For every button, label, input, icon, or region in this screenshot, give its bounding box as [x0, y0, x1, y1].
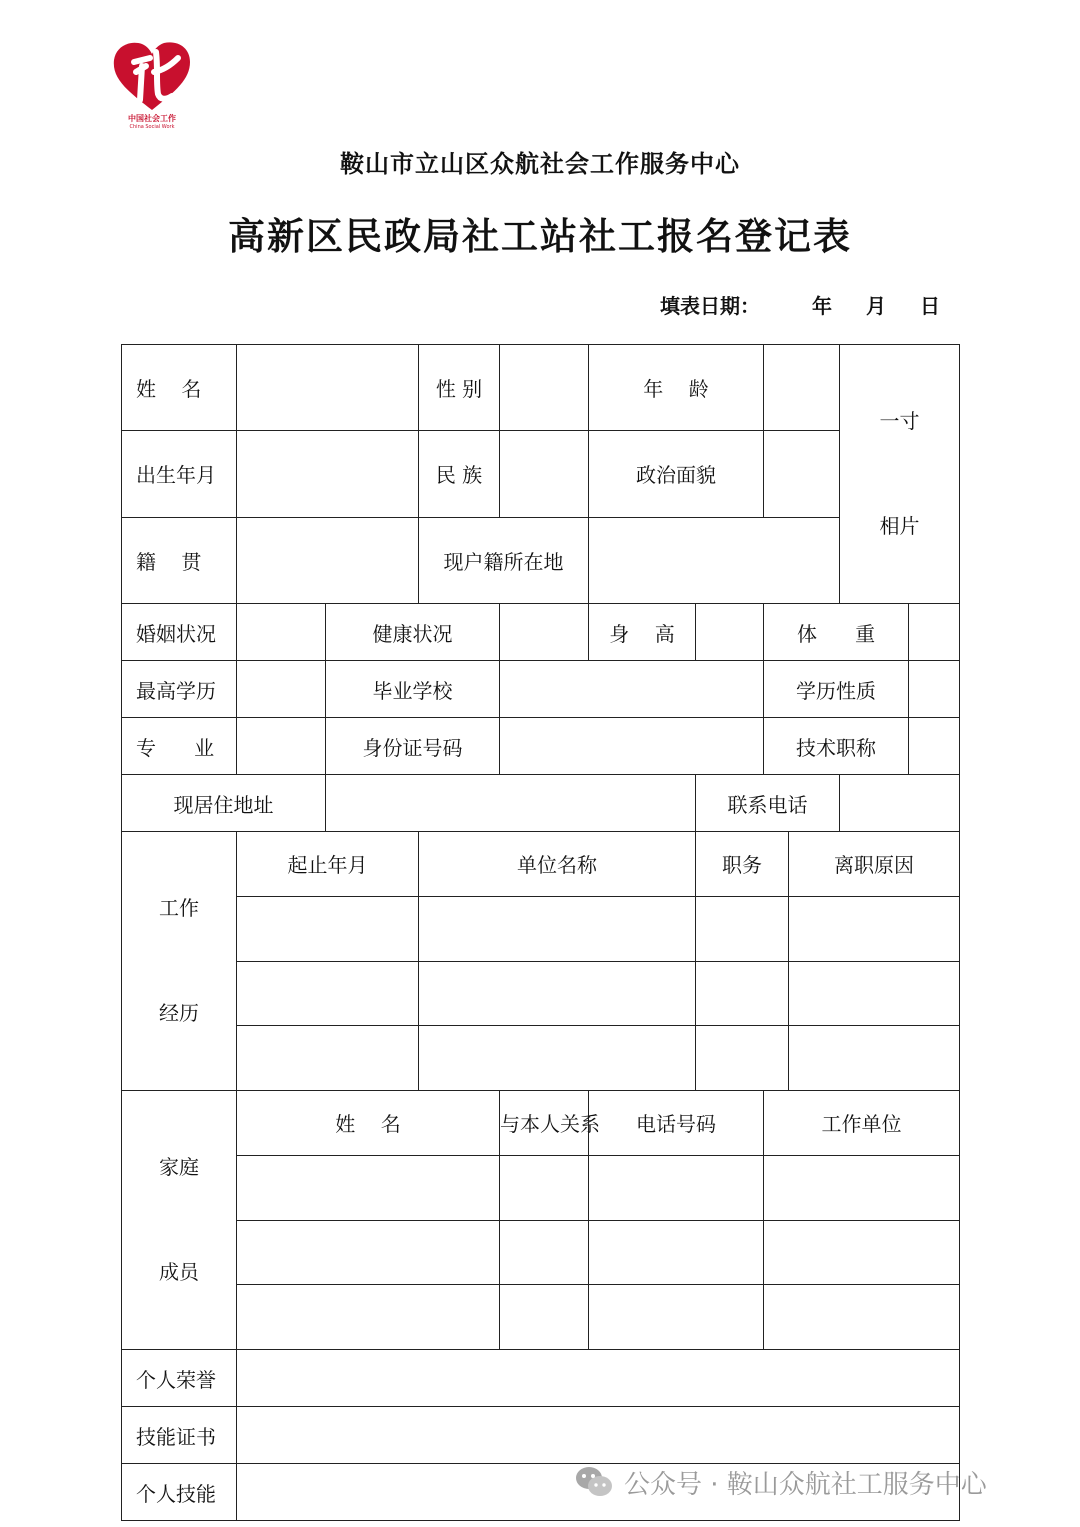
label-certificate: 技能证书 — [122, 1407, 237, 1464]
input-health[interactable] — [500, 604, 589, 661]
input-height[interactable] — [696, 604, 764, 661]
row-basic-4 — [122, 604, 960, 661]
family-cell-relation[interactable] — [500, 1220, 589, 1285]
work-section-label — [122, 832, 237, 1091]
input-education[interactable] — [237, 661, 326, 718]
work-cell-position[interactable] — [696, 1026, 789, 1091]
family-cell-relation[interactable] — [500, 1155, 589, 1220]
family-section-label — [122, 1091, 237, 1350]
work-cell-position[interactable] — [696, 961, 789, 1026]
work-label-line1: 工作 — [159, 896, 199, 920]
label-skills: 个人技能 — [122, 1464, 237, 1521]
row-basic-1 — [122, 345, 960, 431]
family-cell-work[interactable] — [764, 1285, 960, 1350]
input-honor[interactable] — [237, 1350, 960, 1407]
label-education: 最高学历 — [122, 661, 237, 718]
table-row — [122, 961, 960, 1026]
heart-logo-icon — [106, 38, 198, 114]
row-basic-2 — [122, 431, 960, 517]
input-gender[interactable] — [500, 345, 589, 431]
label-edu-type: 学历性质 — [764, 661, 909, 718]
input-age[interactable] — [764, 345, 840, 431]
form-title: 高新区民政局社工站社工报名登记表 — [228, 214, 852, 258]
label-native: 籍 贯 — [122, 517, 237, 603]
input-weight[interactable] — [909, 604, 960, 661]
label-ethnic: 民 族 — [419, 431, 500, 517]
label-age: 年 龄 — [589, 345, 764, 431]
work-col-reason: 离职原因 — [789, 832, 960, 897]
label-school: 毕业学校 — [326, 661, 500, 718]
family-cell-phone[interactable] — [589, 1155, 764, 1220]
row-certificate — [122, 1407, 960, 1464]
table-row — [122, 1285, 960, 1350]
work-cell-position[interactable] — [696, 896, 789, 961]
family-cell-work[interactable] — [764, 1220, 960, 1285]
work-col-unit: 单位名称 — [419, 832, 696, 897]
logo-brand-en: China Social Work — [129, 124, 175, 130]
family-cell-name[interactable] — [237, 1155, 500, 1220]
input-birth[interactable] — [237, 431, 419, 517]
label-address: 现居住地址 — [122, 775, 326, 832]
work-cell-period[interactable] — [237, 961, 419, 1026]
input-school[interactable] — [500, 661, 764, 718]
row-basic-7 — [122, 775, 960, 832]
input-phone[interactable] — [840, 775, 960, 832]
photo-label-line2: 相片 — [879, 514, 920, 538]
work-col-position: 职务 — [696, 832, 789, 897]
label-political: 政治面貌 — [589, 431, 764, 517]
input-marital[interactable] — [237, 604, 326, 661]
input-native[interactable] — [237, 517, 419, 603]
work-label-line2: 经历 — [159, 1001, 199, 1025]
table-row — [122, 1155, 960, 1220]
organization-name: 鞍山市立山区众航社会工作服务中心 — [340, 149, 740, 178]
input-edu-type[interactable] — [909, 661, 960, 718]
work-cell-unit[interactable] — [419, 961, 696, 1026]
date-month: 月 — [866, 294, 886, 318]
label-height: 身 高 — [589, 604, 696, 661]
label-honor: 个人荣誉 — [122, 1350, 237, 1407]
photo-box[interactable] — [840, 345, 960, 604]
date-day: 日 — [920, 294, 940, 318]
input-id-number[interactable] — [500, 718, 764, 775]
china-social-work-logo — [106, 38, 198, 134]
row-basic-3 — [122, 517, 960, 603]
family-col-relation: 与本人关系 — [500, 1091, 589, 1156]
input-address[interactable] — [326, 775, 696, 832]
label-marital: 婚姻状况 — [122, 604, 237, 661]
work-cell-unit[interactable] — [419, 896, 696, 961]
table-row — [122, 1026, 960, 1091]
family-cell-name[interactable] — [237, 1285, 500, 1350]
watermark — [574, 1462, 987, 1502]
input-name[interactable] — [237, 345, 419, 431]
family-cell-phone[interactable] — [589, 1220, 764, 1285]
photo-label-line1: 一寸 — [879, 409, 920, 433]
label-name: 姓 名 — [122, 345, 237, 431]
input-certificate[interactable] — [237, 1407, 960, 1464]
label-title: 技术职称 — [764, 718, 909, 775]
input-major[interactable] — [237, 718, 326, 775]
label-id-number: 身份证号码 — [326, 718, 500, 775]
work-cell-reason[interactable] — [789, 896, 960, 961]
row-honor — [122, 1350, 960, 1407]
input-hukou[interactable] — [589, 517, 840, 603]
family-label-line2: 成员 — [159, 1260, 199, 1284]
watermark-text: 公众号 · 鞍山众航社工服务中心 — [624, 1469, 987, 1500]
date-year: 年 — [812, 294, 832, 318]
input-title[interactable] — [909, 718, 960, 775]
wechat-icon — [574, 1465, 614, 1499]
row-work-header — [122, 832, 960, 897]
work-cell-period[interactable] — [237, 896, 419, 961]
work-cell-reason[interactable] — [789, 1026, 960, 1091]
work-cell-unit[interactable] — [419, 1026, 696, 1091]
family-cell-phone[interactable] — [589, 1285, 764, 1350]
row-basic-5 — [122, 661, 960, 718]
work-cell-period[interactable] — [237, 1026, 419, 1091]
label-birth: 出生年月 — [122, 431, 237, 517]
label-health: 健康状况 — [326, 604, 500, 661]
logo-brand-cn: 中国社会工作 — [128, 114, 176, 123]
label-hukou: 现户籍所在地 — [419, 517, 589, 603]
label-phone: 联系电话 — [696, 775, 840, 832]
label-weight: 体 重 — [764, 604, 909, 661]
fill-date — [660, 290, 940, 319]
family-col-name: 姓 名 — [237, 1091, 500, 1156]
table-row — [122, 896, 960, 961]
work-cell-reason[interactable] — [789, 961, 960, 1026]
label-gender: 性 别 — [419, 345, 500, 431]
row-basic-6 — [122, 718, 960, 775]
table-row — [122, 1220, 960, 1285]
registration-form — [121, 344, 960, 1521]
label-major: 专 业 — [122, 718, 237, 775]
family-cell-relation[interactable] — [500, 1285, 589, 1350]
row-family-header — [122, 1091, 960, 1156]
input-political[interactable] — [764, 431, 840, 517]
family-cell-name[interactable] — [237, 1220, 500, 1285]
date-label: 填表日期： — [660, 294, 760, 318]
work-col-period: 起止年月 — [237, 832, 419, 897]
family-col-work: 工作单位 — [764, 1091, 960, 1156]
family-label-line1: 家庭 — [159, 1155, 199, 1179]
family-cell-work[interactable] — [764, 1155, 960, 1220]
input-ethnic[interactable] — [500, 431, 589, 517]
family-col-phone: 电话号码 — [589, 1091, 764, 1156]
